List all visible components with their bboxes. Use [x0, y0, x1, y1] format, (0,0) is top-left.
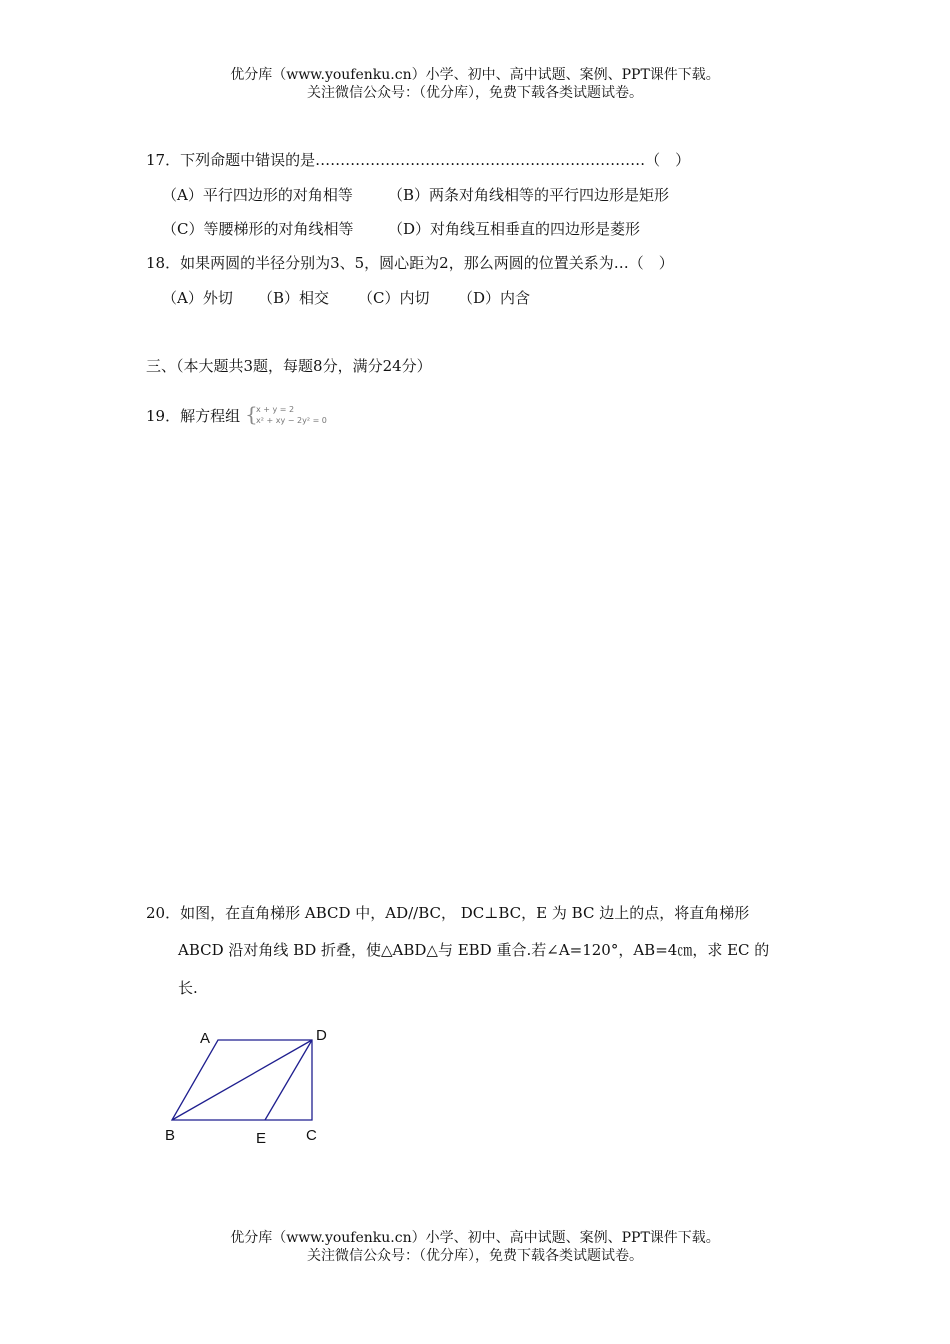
q18-option-d: （D）内含	[458, 289, 531, 307]
segment-de	[265, 1040, 312, 1120]
figure-lines	[172, 1040, 312, 1120]
header-line-1: 优分库（www.youfenku.cn）小学、初中、高中试题、案例、PPT课件下载。	[230, 67, 720, 83]
q19-equation-2: x² + xy − 2y² = 0	[256, 416, 327, 425]
q17-stem: 17．下列命题中错误的是…………………………………………………………（ ）	[146, 151, 691, 169]
label-e: E	[256, 1130, 267, 1147]
q20-line-2: ABCD 沿对角线 BD 折叠，使△ABD△与 EBD 重合.若∠A=120°，AB=4㎝，求 EC 的	[178, 941, 770, 959]
q17-option-d: （D）对角线互相垂直的四边形是菱形	[388, 220, 641, 238]
equation-brace: {	[245, 402, 258, 426]
footer-line-2: 关注微信公众号：（优分库），免费下载各类试题试卷。	[307, 1248, 643, 1264]
section-3-title: 三、（本大题共3题，每题8分，满分24分）	[146, 357, 432, 375]
page-header	[0, 66, 950, 102]
q19-equation-1: x + y = 2	[256, 405, 295, 414]
label-d: D	[316, 1027, 327, 1044]
diagonal-bd	[172, 1040, 312, 1120]
q20-line-3: 长.	[178, 979, 198, 997]
q17-option-a: （A）平行四边形的对角相等	[162, 186, 353, 204]
label-a: A	[200, 1030, 211, 1047]
page-footer	[0, 1229, 950, 1265]
q18-stem: 18．如果两圆的半径分别为3、5，圆心距为2，那么两圆的位置关系为…（ ）	[146, 254, 674, 272]
trapezoid-figure	[150, 1020, 350, 1150]
q19-stem: 19．解方程组	[146, 407, 241, 425]
q17-option-c: （C）等腰梯形的对角线相等	[162, 220, 354, 238]
q18-option-a: （A）外切	[162, 289, 233, 307]
header-line-2: 关注微信公众号：（优分库），免费下载各类试题试卷。	[307, 85, 643, 101]
footer-line-1: 优分库（www.youfenku.cn）小学、初中、高中试题、案例、PPT课件下载。	[230, 1230, 720, 1246]
q18-option-c: （C）内切	[358, 289, 430, 307]
label-b: B	[165, 1127, 176, 1144]
q17-option-b: （B）两条对角线相等的平行四边形是矩形	[388, 186, 670, 204]
label-c: C	[306, 1127, 317, 1144]
q20-line-1: 20．如图，在直角梯形 ABCD 中，AD//BC， DC⊥BC，E 为 BC 边上的点，将直角梯形	[146, 904, 750, 922]
q18-option-b: （B）相交	[258, 289, 330, 307]
